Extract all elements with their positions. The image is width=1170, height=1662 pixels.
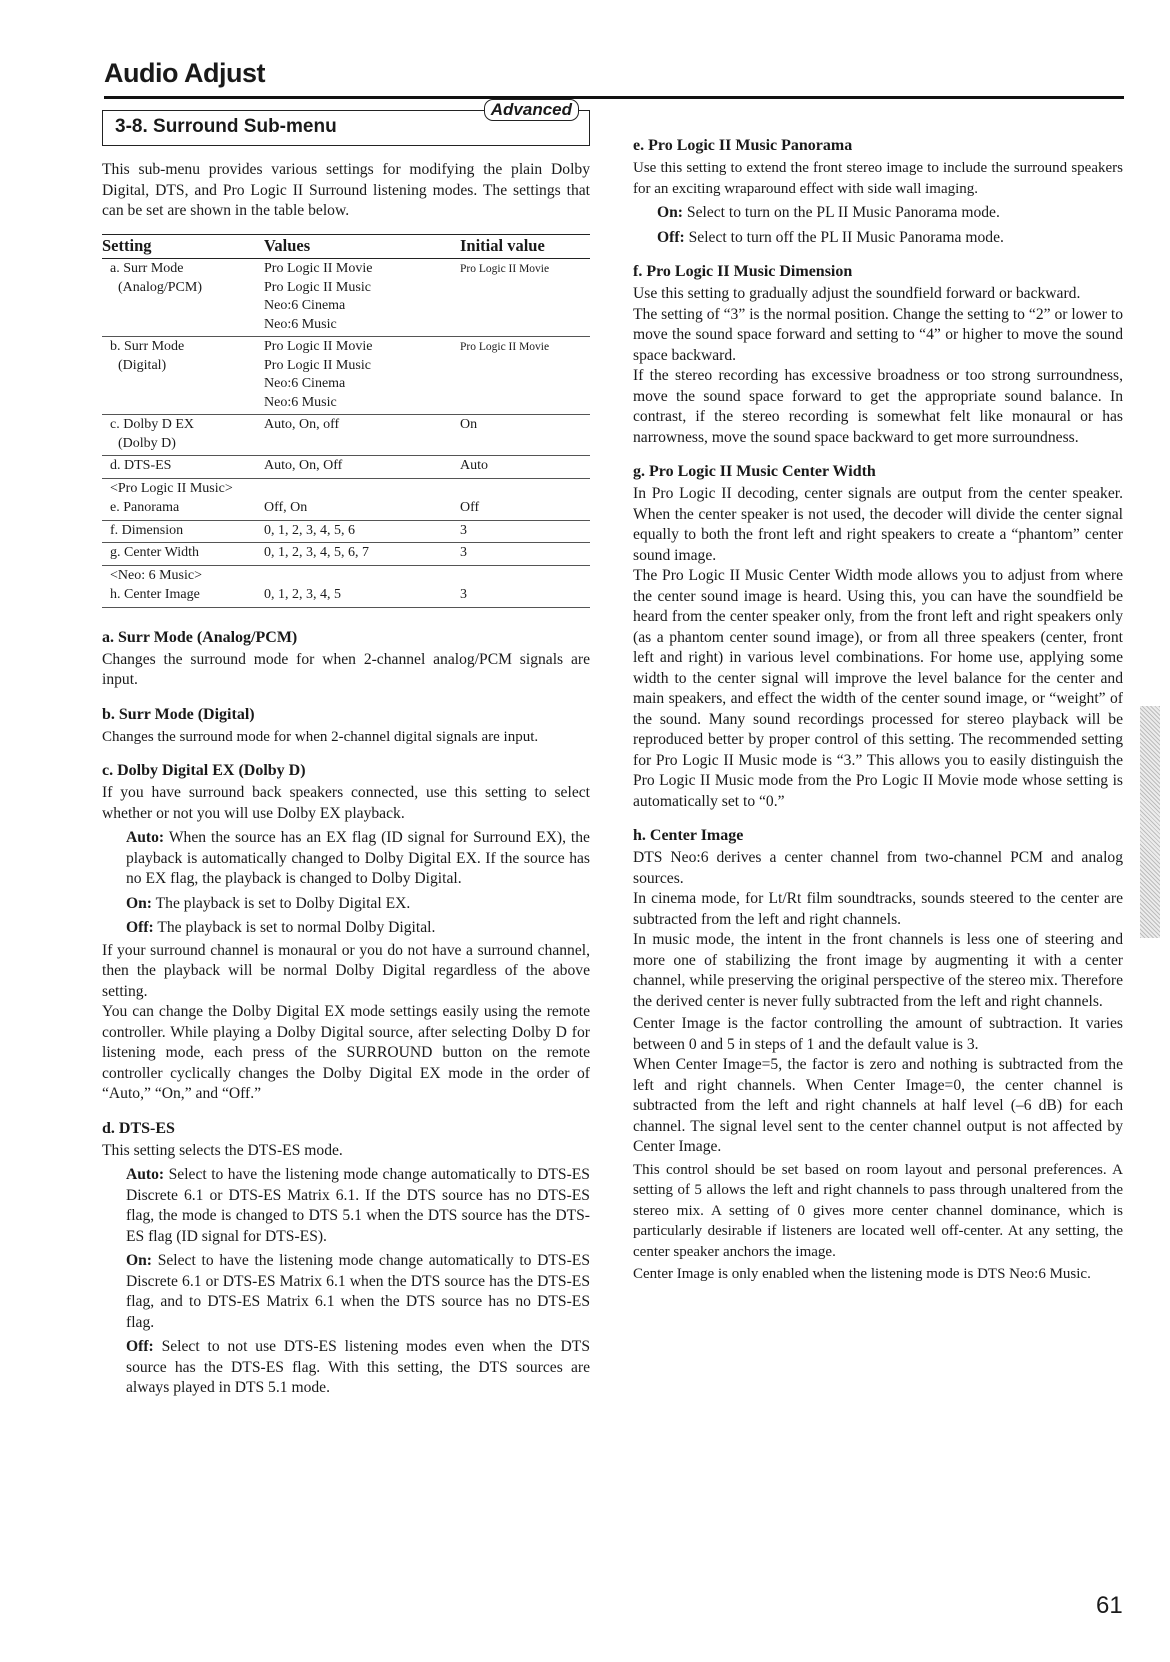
paragraph: DTS Neo:6 derives a center channel from two-channel PCM and analog sources. <box>633 849 1123 887</box>
paragraph: Center Image is only enabled when the listening mode is DTS Neo:6 Music. <box>633 1266 1091 1282</box>
setting-name: g. Center Width <box>110 545 199 560</box>
section-title: 3-8. Surround Sub-menu <box>115 116 337 137</box>
value-option: Pro Logic II Music <box>264 279 371 295</box>
setting-name: e. Panorama <box>110 500 180 515</box>
page-header <box>104 56 1124 90</box>
setting-cell <box>102 337 264 415</box>
setting-name: f. Dimension <box>110 522 184 538</box>
setting-cell <box>102 585 264 607</box>
paragraph: Center Image is the factor controlling the amount of subtraction. It varies between 0 and 5 in steps of 1 and the default value is 3. <box>633 1015 1123 1053</box>
option-label: Auto: <box>126 1166 165 1183</box>
paragraph: When Center Image=5, the factor is zero and nothing is subtracted from the left and right channels. When Center Image=0, the center channel is subtracted from the left and right channels at half level (–6 dB) for each channel. The signal level sent to the center channel output is not affected by Center Image. <box>633 1056 1123 1155</box>
option-text: The playback is set to Dolby Digital EX. <box>155 894 411 912</box>
value-option: Pro Logic II Music <box>264 357 371 373</box>
option-label: On: <box>126 894 152 912</box>
option-on <box>102 894 590 915</box>
advanced-badge: Advanced <box>484 99 579 121</box>
option-label: On: <box>126 1252 152 1269</box>
option-label: Off: <box>657 228 685 246</box>
values-cell <box>264 259 460 337</box>
option-text: Select to turn off the PL II Music Panorama mode. <box>688 228 1004 246</box>
option-off <box>102 918 590 939</box>
paragraph: Changes the surround mode for when 2-channel analog/PCM signals are input. <box>102 650 590 688</box>
values-cell: 0, 1, 2, 3, 4, 5, 6, 7 <box>264 543 460 566</box>
option-text: Select to have the listening mode change automatically to DTS-ES Discrete 6.1 or DTS-ES Matrix 6.1. If the DTS source has no DTS-ES flag, the mode is changed to DTS 5.1 when the DTS source has the DTS-ES flag (ID signal for DTS-ES). <box>126 1166 590 1245</box>
table-row <box>102 456 590 479</box>
value-option: Neo:6 Cinema <box>264 376 346 391</box>
setting-name: a. Surr Mode <box>110 261 184 276</box>
option-text: Select to not use DTS-ES listening modes even when the DTS source has the DTS-ES flag. With this setting, the DTS sources are always played in DTS 5.1 mode. <box>126 1338 590 1396</box>
option-text: When the source has an EX flag (ID signal for Surround EX), the playback is automatically changed to Dolby Digital EX. If the source has no EX flag, the playback is changed to Dolby Digital. <box>126 829 590 887</box>
setting-cell <box>102 543 264 566</box>
paragraph: This setting selects the DTS-ES mode. <box>102 1141 343 1159</box>
paragraph: If your surround channel is monaural or you do not have a surround channel, then the playback will be normal Dolby Digital regardless of the above setting. <box>102 941 590 1000</box>
paragraph: Use this setting to extend the front stereo image to include the surround speakers for an exciting wraparound effect with side wall imaging. <box>633 160 1123 197</box>
settings-table <box>102 234 590 608</box>
values-cell: Off, On <box>264 498 460 520</box>
paragraph: Changes the surround mode for when 2-channel digital signals are input. <box>102 728 539 745</box>
paragraph: In music mode, the intent in the front channels is less one of steering and more one of stabilizing the front image by augmenting it with a center channel, while preserving the original perspective of the stereo mix. Therefore the derived center is never fully subtracted from the left and right channels. <box>633 931 1123 1010</box>
option-on <box>102 1251 590 1333</box>
right-column <box>633 136 1123 1285</box>
initial-value-cell: Pro Logic II Movie <box>460 337 590 415</box>
initial-value-cell: Off <box>460 498 590 520</box>
paragraph: In Pro Logic II decoding, center signals are output from the center speaker. When the center speaker is not used, the decoder will divide the center signal equally to both the front left and right speakers to create a “phantom” center sound image. <box>633 485 1123 564</box>
setting-name: h. Center Image <box>110 587 200 602</box>
setting-cell <box>102 259 264 337</box>
option-label: Auto: <box>126 829 165 846</box>
setting-qualifier: (Dolby D) <box>118 435 176 451</box>
header-setting: Setting <box>102 234 264 259</box>
paragraph: If the stereo recording has excessive broadness or too strong surroundness, move the sound space forward to get the appropriate sound balance. In contrast, if the stereo recording is somewhat felt like monaural or has narrowness, move the sound space backward to get more surroundness. <box>633 367 1123 446</box>
paragraph: You can change the Dolby Digital EX mode settings easily using the remote controller. While playing a Dolby Digital source, after selecting Dolby D for listening mode, each press of the SURROUND button on the remote controller cyclically changes the Dolby Digital EX mode in the order of “Auto,” “On,” and “Off.” <box>102 1003 590 1102</box>
value-option: Neo:6 Music <box>264 394 337 410</box>
heading-dolby-digital-ex: c. Dolby Digital EX (Dolby D) <box>102 762 306 779</box>
setting-qualifier: (Digital) <box>118 357 167 373</box>
value-option: Neo:6 Cinema <box>264 298 346 313</box>
option-label: Off: <box>126 919 154 936</box>
setting-cell <box>102 498 264 520</box>
values-cell: 0, 1, 2, 3, 4, 5, 6 <box>264 520 460 543</box>
option-off <box>633 228 1123 249</box>
option-text: The playback is set to normal Dolby Digital. <box>157 919 436 936</box>
table-row <box>102 543 590 566</box>
setting-cell <box>102 520 264 543</box>
header-values: Values <box>264 234 460 259</box>
paragraph: The setting of “3” is the normal position. Change the setting to “2” or lower to move the sound space forward and setting to “4” or higher to move the sound space backward. <box>633 305 1123 364</box>
heading-dimension: f. Pro Logic II Music Dimension <box>633 263 853 280</box>
initial-value-cell: Pro Logic II Movie <box>460 259 590 337</box>
heading-surr-mode-analog: a. Surr Mode (Analog/PCM) <box>102 628 298 646</box>
setting-cell <box>102 456 264 479</box>
setting-name: d. DTS-ES <box>110 458 172 473</box>
table-row <box>102 415 590 456</box>
table-row <box>102 585 590 607</box>
paragraph: Use this setting to gradually adjust the soundfield forward or backward. <box>633 285 1081 302</box>
setting-cell <box>102 415 264 456</box>
heading-center-width: g. Pro Logic II Music Center Width <box>633 463 876 480</box>
initial-value-cell: Auto <box>460 456 590 479</box>
paragraph: In cinema mode, for Lt/Rt film soundtracks, sounds steered to the center are subtracted from the left and right channels. <box>633 890 1123 928</box>
option-off <box>102 1337 590 1399</box>
table-group-row <box>102 478 590 498</box>
table-row <box>102 520 590 543</box>
header-initial-value: Initial value <box>460 234 590 259</box>
intro-paragraph: This sub-menu provides various settings for modifying the plain Dolby Digital, DTS, and Pro Logic II Surround listening modes. The settings that can be set are shown in the table below. <box>102 161 590 219</box>
values-cell <box>264 337 460 415</box>
section-heading-box <box>102 100 590 146</box>
setting-name: c. Dolby D EX <box>110 417 194 432</box>
heading-panorama: e. Pro Logic II Music Panorama <box>633 137 853 154</box>
setting-name: b. Surr Mode <box>110 339 185 354</box>
table-group-row <box>102 565 590 585</box>
heading-dts-es: d. DTS-ES <box>102 1119 175 1137</box>
table-row <box>102 337 590 415</box>
option-auto <box>102 1165 590 1247</box>
initial-value-cell: 3 <box>460 585 590 607</box>
value-option: Neo:6 Music <box>264 316 337 332</box>
initial-value-cell: On <box>460 415 590 456</box>
paragraph: If you have surround back speakers connected, use this setting to select whether or not you will use Dolby EX playback. <box>102 784 590 822</box>
setting-qualifier: (Analog/PCM) <box>118 279 202 295</box>
paragraph: The Pro Logic II Music Center Width mode allows you to adjust from where the center sound image is heard. Using this, you can have the soundfield be heard from the center speaker only, from the front left and right speakers only (as a phantom center sound image), or from all three speakers (center, front left and right) in various level combinations. For home use, applying some width to the center signal will improve the level balance for the center and main speakers, and effect the width of the center sound image, or “weight” of the sound. Many sound recordings processed for stereo playback will be reproduced better by proper control of this setting. The recommended setting for Pro Logic II Music mode is “3.” This allows you to easily distinguish the Pro Logic II Music mode from the Pro Logic II Movie mode whose setting is automatically set to “0.” <box>633 567 1123 810</box>
value-option: Pro Logic II Movie <box>264 339 373 354</box>
option-text: Select to turn on the PL II Music Panorama mode. <box>686 204 1000 221</box>
table-header-row <box>102 234 590 259</box>
group-label: <Pro Logic II Music> <box>110 480 233 496</box>
values-cell: Auto, On, Off <box>264 456 460 479</box>
heading-surr-mode-digital: b. Surr Mode (Digital) <box>102 705 255 723</box>
option-label: Off: <box>126 1338 154 1355</box>
heading-center-image: h. Center Image <box>633 827 744 844</box>
values-cell: 0, 1, 2, 3, 4, 5 <box>264 585 460 607</box>
option-auto <box>102 828 590 890</box>
table-row <box>102 259 590 337</box>
values-cell: Auto, On, off <box>264 415 460 456</box>
chapter-thumb-tab <box>1140 706 1160 938</box>
initial-value-cell: 3 <box>460 520 590 543</box>
page-number: 61 <box>1096 1592 1123 1619</box>
option-label: On: <box>657 204 683 221</box>
value-option: Pro Logic II Movie <box>264 261 373 276</box>
paragraph: This control should be set based on room layout and personal preferences. A setting of 5 allows the left and right channels to pass through unaltered from the stereo mix. A setting of 0 gives more center channel dominance, which is particularly desirable if listeners are located well off-center. At any setting, the center speaker anchors the image. <box>633 1161 1123 1260</box>
left-column <box>102 100 590 1399</box>
option-on <box>633 203 1123 224</box>
header-rule <box>104 96 1124 99</box>
initial-value-cell: 3 <box>460 543 590 566</box>
option-text: Select to have the listening mode change automatically to DTS-ES Discrete 6.1 or DTS-ES Matrix 6.1 when the DTS source has the DTS-ES flag, and to DTS-ES Matrix 6.1 when the DTS source has no DTS-ES flag. <box>126 1252 590 1331</box>
page-title: Audio Adjust <box>104 58 265 88</box>
table-row <box>102 498 590 520</box>
group-label: <Neo: 6 Music> <box>110 567 203 583</box>
